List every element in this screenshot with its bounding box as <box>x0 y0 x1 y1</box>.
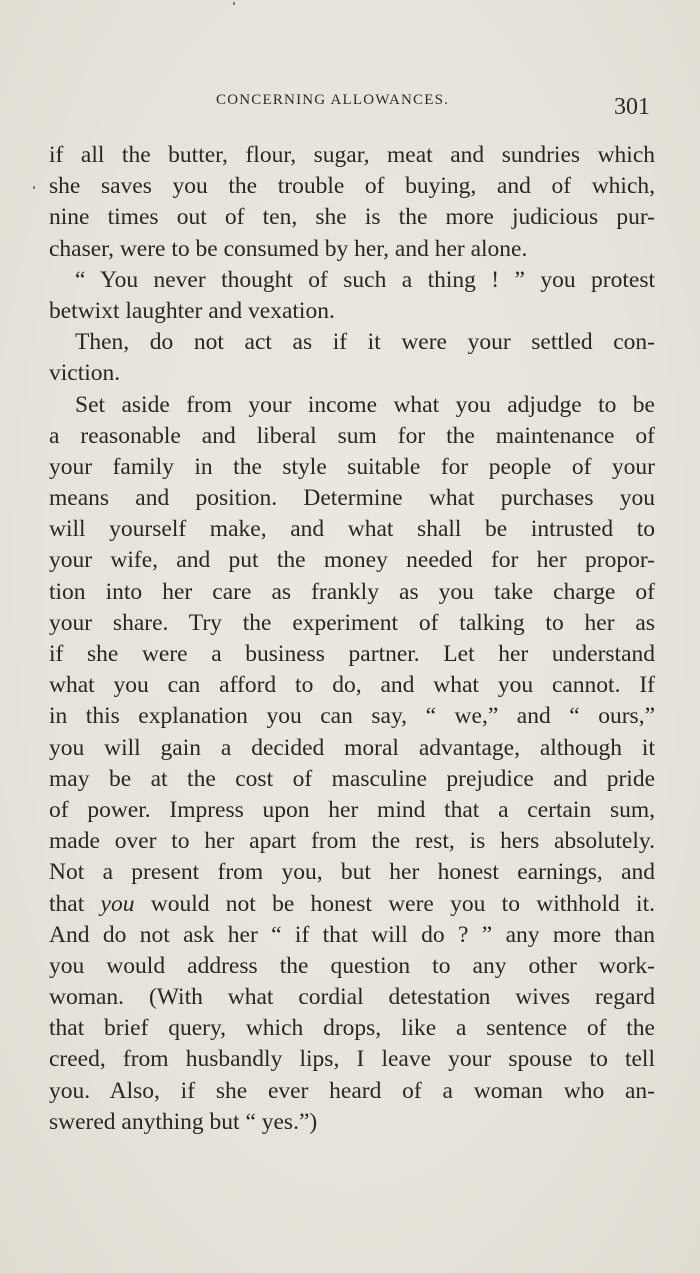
text-fragment: would not be honest were you to withhold it. <box>134 890 655 917</box>
running-head <box>48 88 652 128</box>
text-line: you would address the question to any other work- <box>49 952 655 979</box>
text-line: will yourself make, and what shall be intrusted to <box>49 516 655 543</box>
text-line: betwixt laughter and vexation. <box>49 297 335 324</box>
text-line: nine times out of ten, she is the more judicious pur- <box>49 204 655 231</box>
text-line: of power. Impress upon her mind that a certain sum, <box>49 796 655 823</box>
text-line: may be at the cost of masculine prejudice and pride <box>49 765 655 792</box>
text-line: a reasonable and liberal sum for the maintenance of <box>49 422 655 449</box>
text-line: creed, from husbandly lips, I leave your spouse to tell <box>49 1046 655 1073</box>
text-line: swered anything but “ yes.”) <box>49 1108 318 1135</box>
text-fragment: that <box>49 890 101 917</box>
text-line: chaser, were to be consumed by her, and her alone. <box>49 235 528 262</box>
text-line: what you can afford to do, and what you cannot. If <box>49 672 655 699</box>
text-line: Set aside from your income what you adjudge to be <box>75 391 655 418</box>
text-line: your family in the style suitable for people of your <box>49 453 655 480</box>
running-title: CONCERNING ALLOWANCES. <box>216 92 450 108</box>
text-line: Not a present from you, but her honest earnings, and <box>49 859 655 886</box>
text-line: you will gain a decided moral advantage, although it <box>49 734 655 761</box>
text-line: And do not ask her “ if that will do ? ” any more than <box>49 921 655 948</box>
text-line-with-italic <box>49 889 655 920</box>
italic-word: you <box>100 890 135 917</box>
text-line: you. Also, if she ever heard of a woman who an- <box>49 1077 655 1104</box>
text-line: woman. (With what cordial detestation wives regard <box>49 984 655 1011</box>
text-line: your wife, and put the money needed for her propor- <box>49 547 655 574</box>
paper-speck <box>233 2 235 5</box>
text-line: means and position. Determine what purchases you <box>49 485 655 512</box>
text-line: if she were a business partner. Let her understand <box>49 641 655 667</box>
text-line: viction. <box>49 360 121 387</box>
text-line: tion into her care as frankly as you take charge of <box>49 578 655 605</box>
body-text <box>49 140 655 1138</box>
text-line: if all the butter, flour, sugar, meat and sundries which <box>49 142 655 168</box>
text-line: your share. Try the experiment of talking to her as <box>49 609 655 636</box>
text-line: Then, do not act as if it were your settled con- <box>75 329 655 356</box>
text-line: that brief query, which drops, like a sentence of the <box>49 1015 655 1042</box>
paper-speck <box>33 186 35 189</box>
page-number: 301 <box>614 94 650 120</box>
text-line: in this explanation you can say, “ we,” and “ ours,” <box>49 703 655 730</box>
text-line: she saves you the trouble of buying, and of which, <box>49 173 655 200</box>
text-line: “ You never thought of such a thing ! ” you protest <box>75 266 655 293</box>
text-line: made over to her apart from the rest, is hers absolutely. <box>49 828 655 855</box>
